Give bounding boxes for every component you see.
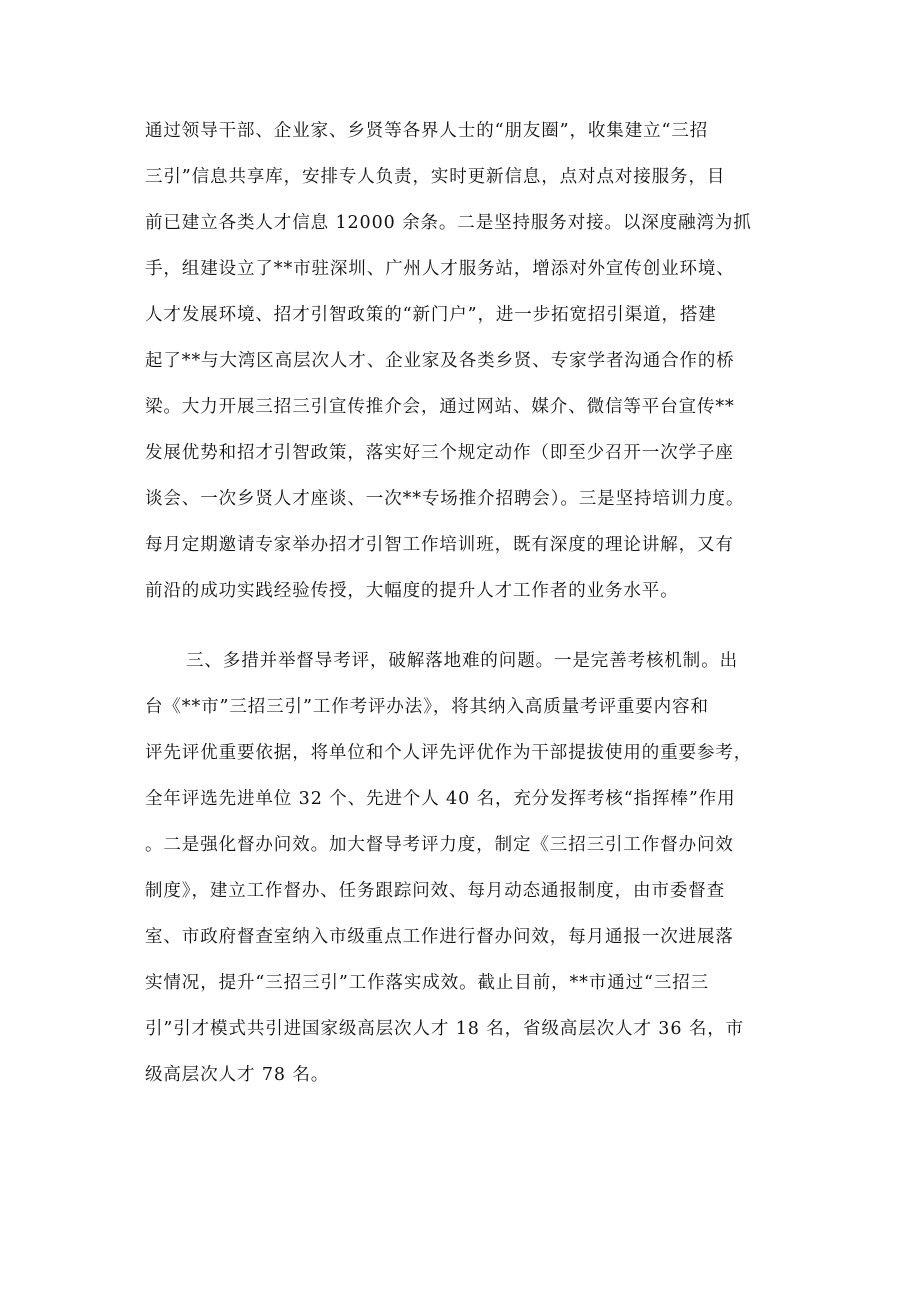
text-line: 三引”信息共享库，安排专人负责，实时更新信息，点对点对接服务，目 [145, 167, 726, 187]
text-line: 全年评选先进单位 32 个、先进个人 40 名，充分发挥考核“指挥棒”作用 [145, 789, 736, 809]
text-line: 台《**市”三招三引”工作考评办法》，将其纳入高质量考评重要内容和 [145, 697, 709, 717]
text-line: 发展优势和招才引智政策，落实好三个规定动作（即至少召开一次学子座 [145, 443, 734, 463]
text-line: 前已建立各类人才信息 12000 余条。二是坚持服务对接。以深度融湾为抓 [145, 213, 752, 233]
text-line: 谈会、一次乡贤人才座谈、一次**专场推介招聘会）。三是坚持培训力度。 [145, 489, 745, 509]
text-line: 每月定期邀请专家举办招才引智工作培训班，既有深度的理论讲解，又有 [145, 535, 734, 555]
text-line: 实情况，提升“三招三引”工作落实成效。截止目前，**市通过“三招三 [145, 973, 710, 993]
section-heading-line: 三、多措并举督导考评，破解落地难的问题。一是完善考核机制。出 [186, 651, 738, 671]
text-line: 评先评优重要依据，将单位和个人评先评优作为干部提拔使用的重要参考， [145, 743, 753, 763]
text-line: 引”引才模式共引进国家级高层次人才 18 名，省级高层次人才 36 名，市 [145, 1019, 745, 1039]
text-line: 制度》，建立工作督办、任务跟踪问效、每月动态通报制度，由市委督查 [145, 881, 726, 901]
text-line: 起了**与大湾区高层次人才、企业家及各类乡贤、专家学者沟通合作的桥 [145, 351, 735, 371]
text-line: 手，组建设立了**市驻深圳、广州人才服务站，增添对外宣传创业环境、 [145, 259, 735, 279]
text-line: 前沿的成功实践经验传授，大幅度的提升人才工作者的业务水平。 [145, 581, 679, 601]
text-line: 通过领导干部、企业家、乡贤等各界人士的“朋友圈”，收集建立“三招 [145, 121, 709, 141]
text-line: 级高层次人才 78 名。 [145, 1065, 330, 1085]
text-line: 梁。大力开展三招三引宣传推介会，通过网站、媒介、微信等平台宣传** [145, 397, 735, 417]
text-line: 人才发展环境、招才引智政策的“新门户”，进一步拓宽招引渠道，搭建 [145, 305, 717, 325]
text-line: 。二是强化督办问效。加大督导考评力度，制定《三招三引工作督办问效 [145, 835, 734, 855]
text-line: 室、市政府督查室纳入市级重点工作进行督办问效，每月通报一次进展落 [145, 927, 734, 947]
